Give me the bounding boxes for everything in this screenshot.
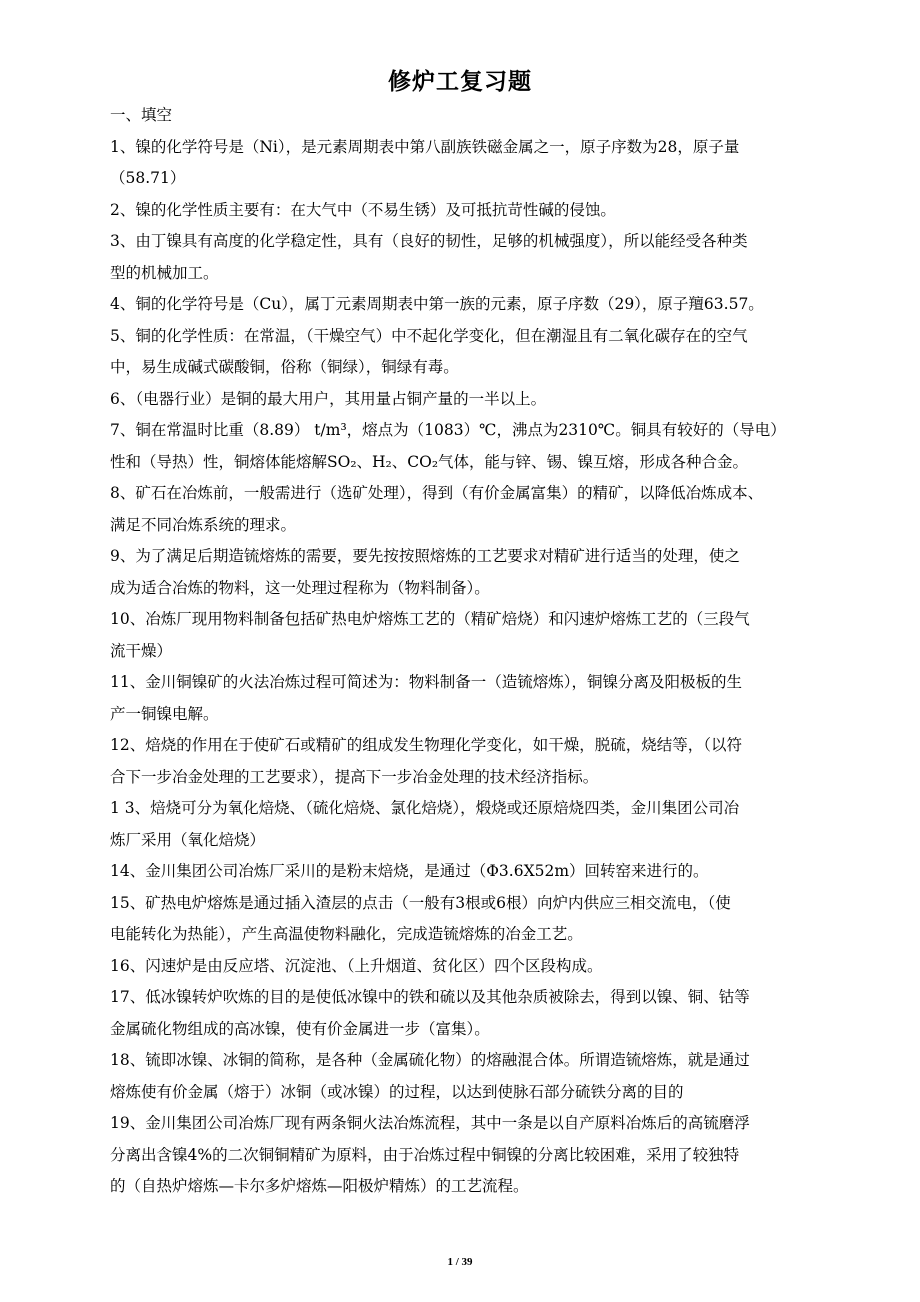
text-line: 型的机械加工。	[110, 263, 219, 282]
text-line: 7、铜在常温时比重（8.89） t/m³，熔点为（1083）℃，沸点为2310℃。铜具有较好的（导电）	[110, 421, 786, 439]
text-line: 一、填空	[110, 106, 173, 124]
text-line: 中，易生成碱式碳酸铜，俗称（铜绿），铜绿有毒。	[110, 358, 459, 376]
text-line: 2、镍的化学性质主要有：在大气中（不易生锈）及可抵抗苛性碱的侵蚀。	[110, 200, 616, 219]
text-line: 金属硫化物组成的高冰镍，使有价金属进一步（富集）。	[110, 1019, 490, 1038]
text-line: 9、为了满足后期造锍熔炼的需要，要先按按照熔炼的工艺要求对精矿进行适当的处理，使之	[110, 547, 740, 565]
text-line: 流干燥）	[110, 641, 173, 660]
text-line: 1、镍的化学符号是（Ni），是元素周期表中第八副族铁磁金属之一，原子序数为28，原子量	[110, 137, 740, 156]
text-line: 15、矿热电炉熔炼是通过插入渣层的点击（一般有3根或6根）向炉内供应三相交流电，（使	[110, 893, 731, 912]
text-line: 熔炼使有价金属（熔于）冰铜（或冰镍）的过程，以达到使脉石部分硫铁分离的目的	[110, 1082, 684, 1101]
text-line: 16、闪速炉是由反应塔、沉淀池、（上升烟道、贫化区）四个区段构成。	[110, 956, 603, 975]
text-line: 5、铜的化学性质：在常温，（干燥空气）中不起化学变化，但在潮湿且有二氧化碳存在的空气	[110, 326, 748, 345]
text-line: 合下一步冶金处理的工艺要求），提高下一步冶金处理的技术经济指标。	[110, 767, 599, 786]
text-line: 1 3、焙烧可分为氧化焙烧、（硫化焙烧、氯化焙烧），煅烧或还原焙烧四类，金川集团公司冶	[110, 799, 740, 817]
text-line: 产一铜镍电解。	[110, 704, 219, 723]
text-line: 11、金川铜镍矿的火法冶炼过程可简述为：物料制备一（造锍熔炼），铜镍分离及阳极板的生	[110, 673, 742, 691]
text-line: 14、金川集团公司冶炼厂采川的是粉末焙烧，是通过（Φ3.6X52m）回转窑来进行的。	[110, 862, 709, 880]
text-line: 成为适合冶炼的物料，这一处理过程称为（物料制备）。	[110, 578, 490, 597]
text-line: 满足不同冶炼系统的理求。	[110, 515, 297, 534]
text-line: 18、锍即冰镍、冰铜的简称，是各种（金属硫化物）的熔融混合体。所谓造锍熔炼，就是通过	[110, 1051, 750, 1069]
text-line: 电能转化为热能），产生高温使物料融化，完成造锍熔炼的冶金工艺。	[110, 925, 583, 943]
document-body	[110, 100, 865, 1203]
text-line: 4、铜的化学符号是（Cu），属丁元素周期表中第一族的元素，原子序数（29），原子羶63.57。	[110, 295, 764, 313]
text-line: 8、矿石在冶炼前，一般需进行（选矿处理），得到（有价金属富集）的精矿，以降低冶炼成本、	[110, 484, 764, 502]
text-line: 的（自热炉熔炼—卡尔多炉熔炼—阳极炉精炼）的工艺流程。	[110, 1177, 529, 1195]
text-line: 19、金川集团公司冶炼厂现有两条铜火法冶炼流程，其中一条是以自产原料冶炼后的高锍磨浮	[110, 1114, 750, 1132]
page-number: 1 / 39	[447, 1256, 473, 1268]
text-line: 3、由丁镍具有高度的化学稳定性，具有（良好的韧性，足够的机械强度），所以能经受各种类	[110, 232, 748, 250]
text-line: （58.71）	[110, 169, 186, 187]
text-line: 10、冶炼厂现用物料制备包括矿热电炉熔炼工艺的（精矿焙烧）和闪速炉熔炼工艺的（三段气	[110, 610, 750, 628]
text-line: 17、低冰镍转炉吹炼的目的是使低冰镍中的铁和硫以及其他杂质被除去，得到以镍、铜、钴等	[110, 988, 750, 1006]
text-line: 性和（导热）性，铜熔体能熔解SO₂、H₂、CO₂气体，能与锌、锡、镍互熔，形成各种合金。	[110, 452, 749, 471]
text-line: 分离出含镍4%的二次铜铜精矿为原料，由于冶炼过程中铜镍的分离比较困难，采用了较独特	[110, 1145, 740, 1164]
document-title: 修炉工复习题	[388, 69, 532, 95]
text-line: 12、焙烧的作用在于使矿石或精矿的组成发生物理化学变化，如干燥，脱硫，烧结等，（以符	[110, 736, 742, 754]
text-line: 炼厂采用（氧化焙烧）	[110, 830, 266, 849]
text-line: 6、（电器行业）是铜的最大用户，其用量占铜产量的一半以上。	[110, 389, 547, 408]
